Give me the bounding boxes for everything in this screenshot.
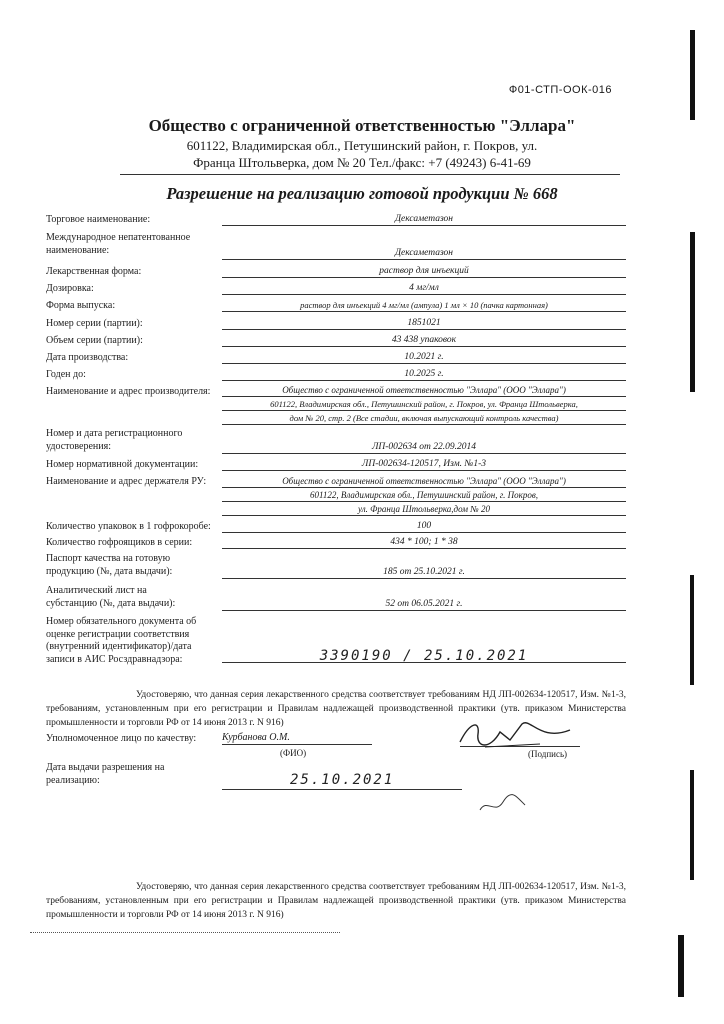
footer-dotted-line xyxy=(30,932,340,933)
value-registration: ЛП-002634 от 22.09.2014 xyxy=(222,441,626,454)
scan-edge-mark xyxy=(690,575,694,685)
issue-date-line xyxy=(222,789,462,790)
label-boxes-count: Количество гофроящиков в серии: xyxy=(46,537,193,548)
header-divider xyxy=(120,174,620,175)
scan-edge-mark xyxy=(690,232,695,392)
label-production-date: Дата производства: xyxy=(46,352,129,363)
organization-name: Общество с ограниченной ответственностью "Эллара" xyxy=(148,116,576,135)
value-batch-number: 1851021 xyxy=(222,317,626,330)
document-code: Ф01-СТП-ООК-016 xyxy=(508,84,612,96)
value-conformity-record: 3390190 / 25.10.2021 xyxy=(222,650,626,663)
label-conformity-record: Номер обязательного документа об оценке регистрации соответствия (внутренний идентификатор)/дата записи в АИС Росздравнадзора: xyxy=(46,616,197,665)
document-title: Разрешение на реализацию готовой продукции № 668 xyxy=(166,184,558,203)
value-dosage: 4 мг/мл xyxy=(222,282,626,295)
initials-mark-icon xyxy=(475,790,535,820)
value-analytical-sheet: 52 от 06.05.2021 г. xyxy=(222,598,626,611)
label-batch-number: Номер серии (партии): xyxy=(46,318,143,329)
label-holder: Наименование и адрес держателя РУ: xyxy=(46,476,207,487)
value-holder-line2: 601122, Владимирская обл., Петушинский район, г. Покров, xyxy=(222,489,626,502)
scan-edge-mark xyxy=(690,30,695,120)
scan-edge-mark xyxy=(690,770,694,880)
value-normative-doc: ЛП-002634-120517, Изм. №1-3 xyxy=(222,458,626,471)
signature-caption: (Подпись) xyxy=(528,749,568,759)
label-inn: Международное непатентованное наименование: xyxy=(46,232,191,256)
statement-lower: Удостоверяю, что данная серия лекарственного средства соответствует требованиям НД ЛП-002634-120517, Изм. №1-3, требованиям, установленным при его регистрации и Правилам надлежащей производственной практики (утв. приказом Министерства промышленности и торговли РФ от 14 июня 2013 г. N 916) xyxy=(46,882,626,920)
value-packs-per-box: 100 xyxy=(222,520,626,533)
value-expiry: 10.2025 г. xyxy=(222,368,626,381)
organization-address-line2: Франца Штольверка, дом № 20 Тел./факс: +7 (49243) 6-41-69 xyxy=(193,155,531,170)
organization-address-line1: 601122, Владимирская обл., Петушинский район, г. Покров, ул. xyxy=(186,138,538,153)
value-inn: Дексаметазон xyxy=(222,247,626,260)
label-dosage-form: Лекарственная форма: xyxy=(46,266,142,277)
value-quality-passport: 185 от 25.10.2021 г. xyxy=(222,566,626,579)
value-manufacturer-line3: дом № 20, стр. 2 (Все стадии, включая выпускающий контроль качества) xyxy=(222,412,626,425)
signature-icon xyxy=(450,712,580,757)
issue-date-handwritten: 25.10.2021 xyxy=(290,772,395,788)
scan-edge-mark xyxy=(678,935,684,997)
label-normative-doc: Номер нормативной документации: xyxy=(46,459,199,470)
label-authorized-person: Уполномоченное лицо по качеству: xyxy=(46,733,197,744)
label-batch-volume: Объем серии (партии): xyxy=(46,335,143,346)
label-analytical-sheet: Аналитический лист на субстанцию (№, дата выдачи): xyxy=(46,585,176,609)
value-trade-name: Дексаметазон xyxy=(222,213,626,226)
value-holder-line1: Общество с ограниченной ответственностью "Эллара" (ООО "Эллара") xyxy=(222,475,626,488)
value-release-form: раствор для инъекций 4 мг/мл (ампула) 1 мл × 10 (пачка картонная) xyxy=(222,299,626,312)
value-production-date: 10.2021 г. xyxy=(222,351,626,364)
label-quality-passport: Паспорт качества на готовую продукцию (№, дата выдачи): xyxy=(46,553,173,577)
value-manufacturer-line2: 601122, Владимирская обл., Петушинский район, г. Покров, ул. Франца Штольверка, xyxy=(222,398,626,411)
label-packs-per-box: Количество упаковок в 1 гофрокоробе: xyxy=(46,521,211,532)
authorized-person-name: Курбанова О.М. xyxy=(222,732,372,745)
label-manufacturer: Наименование и адрес производителя: xyxy=(46,386,211,397)
label-trade-name: Торговое наименование: xyxy=(46,214,151,225)
value-batch-volume: 43 438 упаковок xyxy=(222,334,626,347)
label-expiry: Годен до: xyxy=(46,369,86,380)
value-manufacturer-line1: Общество с ограниченной ответственностью "Эллара" (ООО "Эллара") xyxy=(222,384,626,397)
statement-upper: Удостоверяю, что данная серия лекарственного средства соответствует требованиям НД ЛП-002634-120517, Изм. №1-3, требованиям, установленным при его регистрации и Правилам надлежащей производственной практики (утв. приказом Министерства промышленности и торговли РФ от 14 июня 2013 г. N 916) xyxy=(46,690,626,728)
fio-caption: (ФИО) xyxy=(280,748,307,758)
value-dosage-form: раствор для инъекций xyxy=(222,265,626,278)
label-dosage: Дозировка: xyxy=(46,283,94,294)
label-registration: Номер и дата регистрационного удостоверения: xyxy=(46,428,183,452)
label-issue-date: Дата выдачи разрешения на реализацию: xyxy=(46,762,165,786)
value-holder-line3: ул. Франца Штольверка,дом № 20 xyxy=(222,503,626,516)
label-release-form: Форма выпуска: xyxy=(46,300,116,311)
value-boxes-count: 434 * 100; 1 * 38 xyxy=(222,536,626,549)
